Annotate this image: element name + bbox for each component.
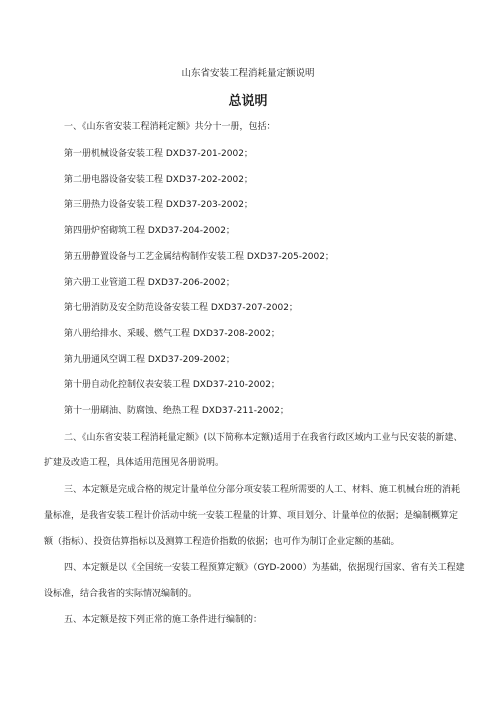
paragraph-4-line: 设标准，结合我省的实际情况编制的。	[44, 589, 198, 599]
paragraph-5-line: 五、本定额是按下列正常的施工条件进行编制的：	[64, 615, 263, 625]
paragraph-2-line: 扩建及改造工程，具体适用范围见各册说明。	[44, 458, 225, 468]
paragraph-2-line: 二、《山东省安装工程消耗量定额》(以下简称本定额)适用于在我省行政区域内工业与民安装的新建、	[64, 433, 463, 443]
volume-item: 第十册自动化控制仪表安装工程 DXD37-210-2002；	[64, 380, 280, 390]
volume-item: 第一册机械设备安装工程 DXD37-201-2002；	[64, 149, 253, 159]
section-heading: 总说明	[228, 94, 268, 109]
document-title: 山东省安装工程消耗量定额说明	[181, 68, 315, 79]
volume-item: 第七册消防及安全防范设备安装工程 DXD37-207-2002；	[64, 303, 298, 313]
paragraph-4-line: 四、本定额是以《全国统一安装工程预算定额》（GYD-2000）为基础，依据现行国家、省有关工程建	[64, 563, 465, 573]
volume-item: 第四册炉窑砌筑工程 DXD37-204-2002；	[64, 226, 235, 236]
intro-paragraph: 一、《山东省安装工程消耗定额》共分十一册，包括：	[64, 122, 276, 132]
volume-item: 第五册静置设备与工艺金属结构制作安装工程 DXD37-205-2002；	[64, 252, 334, 262]
volume-item: 第六册工业管道工程 DXD37-206-2002；	[64, 278, 235, 288]
paragraph-3-line: 额（指标）、投资估算指标以及测算工程造价指数的依据；也可作为制订企业定额的基础。	[44, 537, 400, 547]
volume-item: 第十一册刷油、防腐蚀、绝热工程 DXD37-211-2002；	[64, 406, 289, 416]
volume-item: 第三册热力设备安装工程 DXD37-203-2002；	[64, 200, 253, 210]
paragraph-3-line: 三、本定额是完成合格的规定计量单位分部分项安装工程所需要的人工、材料、施工机械台班的消耗	[64, 485, 461, 495]
volume-item: 第九册通风空调工程 DXD37-209-2002；	[64, 355, 235, 365]
volume-item: 第二册电器设备安装工程 DXD37-202-2002；	[64, 175, 253, 185]
volume-item: 第八册给排水、采暖、燃气工程 DXD37-208-2002；	[64, 329, 280, 339]
paragraph-3-line: 量标准，是我省安装工程计价活动中统一安装工程量的计算、项目划分、计量单位的依据；是编制概算定	[44, 511, 459, 521]
